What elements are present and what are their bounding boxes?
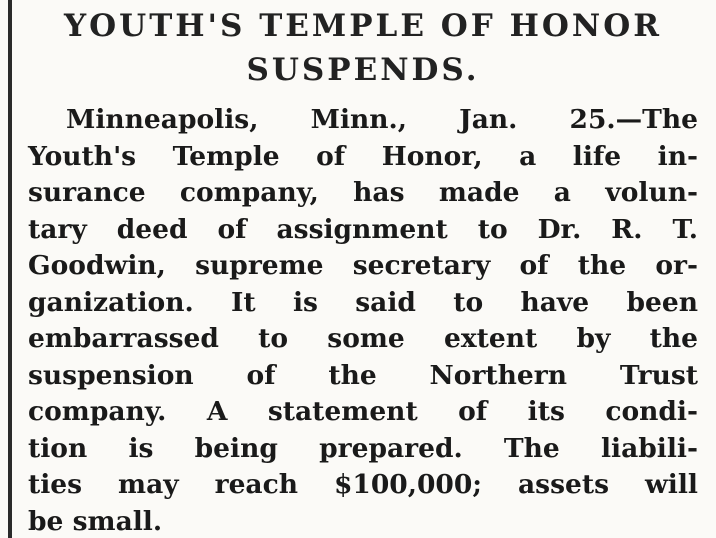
column-rule [8,0,12,538]
headline-line-2: SUSPENDS. [246,52,480,88]
body-line: company. A statement of its condi- [28,396,698,427]
body-line: ties may reach $100,000; assets will [28,469,698,500]
body-line: Youth's Temple of Honor, a life in- [28,140,698,172]
body-line: suspension of the Northern Trust [28,359,698,391]
body-line: tion is being prepared. The liabili- [28,432,698,464]
body-line: surance company, has made a volun- [28,177,698,208]
headline [28,4,698,92]
body-line: ganization. It is said to have been [28,286,698,318]
body-line: Goodwin, supreme secretary of the or- [28,250,698,281]
body-line: Minneapolis, Minn., Jan. 25.—The [66,104,698,135]
body-line: embarrassed to some extent by the [28,323,698,354]
article-body [28,102,698,538]
body-line: tary deed of assignment to Dr. R. T. [28,213,698,245]
body-line: be small. [28,505,163,537]
headline-line-1: YOUTH'S TEMPLE OF HONOR [64,8,662,44]
